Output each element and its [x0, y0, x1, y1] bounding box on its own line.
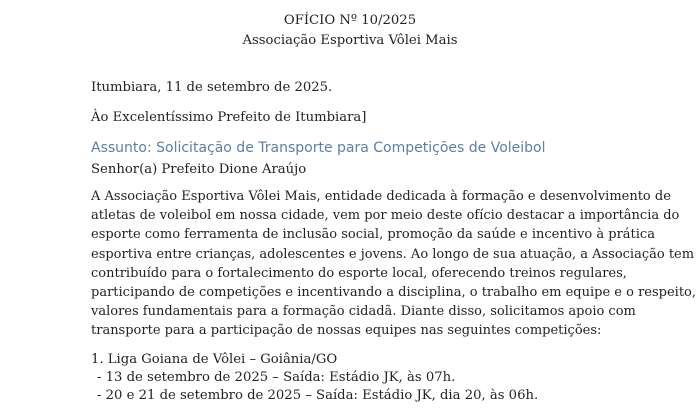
salutation: Senhor(a) Prefeito Dione Araújo: [91, 162, 307, 177]
body-line: A Associação Esportiva Vôlei Mais, entidade dedicada à formação e desenvolvimento de: [91, 189, 671, 204]
organization-name: Associação Esportiva Vôlei Mais: [242, 33, 458, 48]
competition-date: - 20 e 21 de setembro de 2025 – Saída: Estádio JK, dia 20, às 06h.: [97, 388, 539, 403]
competition-title: 1. Liga Goiana de Vôlei – Goiânia/GO: [91, 352, 338, 367]
subject-heading: Assunto: Solicitação de Transporte para Competições de Voleibol: [91, 140, 546, 156]
body-line: esportiva entre crianças, adolescentes e jovens. Ao longo de sua atuação, a Associação tem: [91, 246, 695, 262]
body-line: atletas de voleibol em nossa cidade, vem por meio deste ofício destacar a importância do: [91, 208, 680, 224]
place-date: Itumbiara, 11 de setembro de 2025.: [91, 80, 333, 95]
recipient: Ào Excelentíssimo Prefeito de Itumbiara]: [91, 110, 367, 125]
body-line: contribuído para o fortalecimento do esporte local, oferecendo treinos regulares,: [91, 265, 627, 281]
competition-date: - 13 de setembro de 2025 – Saída: Estádio JK, às 07h.: [97, 370, 456, 385]
body-line: transporte para a participação de nossas equipes nas seguintes competições:: [91, 323, 602, 339]
document-number: OFÍCIO Nº 10/2025: [283, 13, 417, 28]
body-line: participando de competições e incentivando a disciplina, o trabalho em equipe e o respeito,: [91, 285, 697, 300]
body-line: valores fundamentais para a formação cidadã. Diante disso, solicitamos apoio com: [91, 304, 636, 320]
body-line: esporte como ferramenta de inclusão social, promoção da saúde e incentivo à prática: [91, 227, 655, 243]
